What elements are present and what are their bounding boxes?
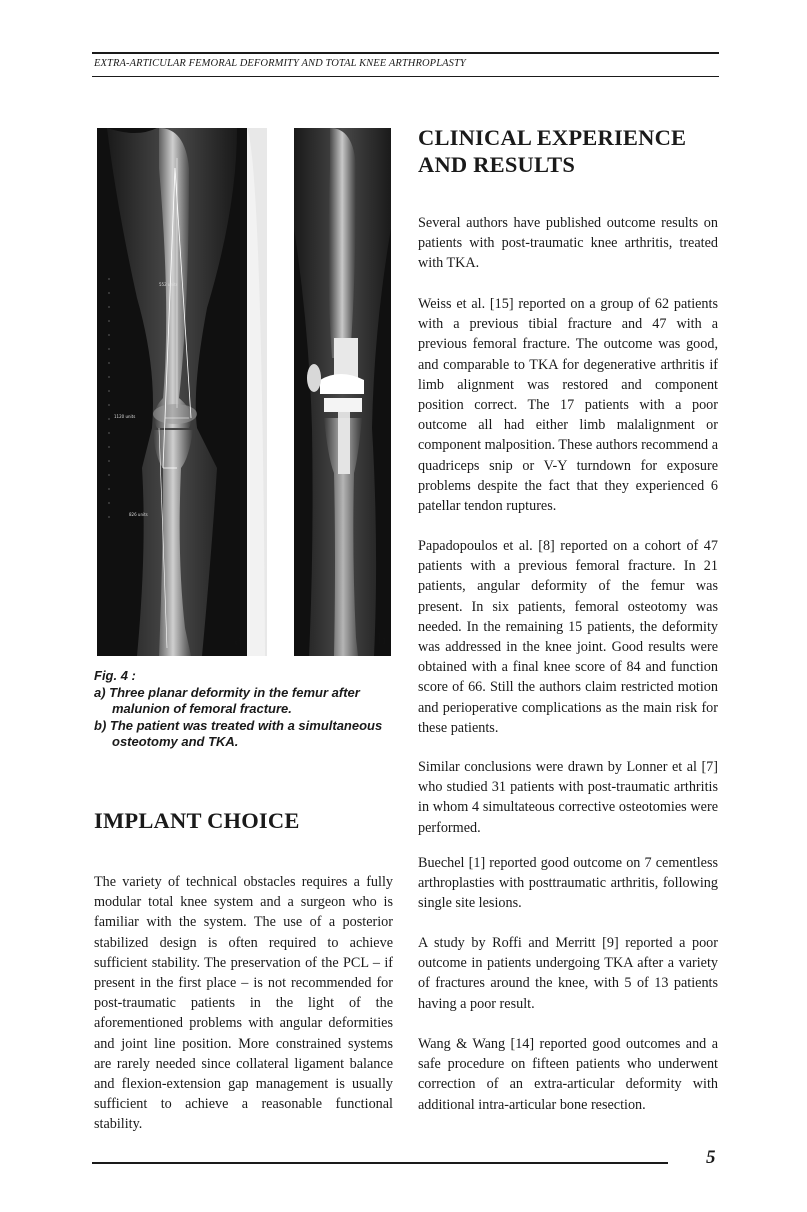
- measure-label: 552 units: [159, 282, 178, 287]
- paragraph: The variety of technical obstacles requires a fully modular total knee system and a surgeon who is familiar with the system. The use of a posterior stabilized design is often required to achieve sufficient stability. The preservation of the PCL – if present in the first place – is not recommended for post-traumatic patients in the light of the aforementioned problems with angular deformities and joint line position. More constrained systems are rarely needed since collateral ligament balance and flexion-extension gap management is usually sufficient to achieve a reasonable functional stability.: [94, 874, 393, 1133]
- running-head: EXTRA-ARTICULAR FEMORAL DEFORMITY AND TOTAL KNEE ARTHROPLASTY: [94, 58, 466, 69]
- page-number: 5: [706, 1147, 716, 1168]
- xray-image-a: [97, 128, 267, 656]
- measure-label: 1120 units: [114, 414, 136, 419]
- paragraph: Similar conclusions were drawn by Lonner et al [7] who studied 31 patients with post-traumatic arthritis in whom 4 simultateous corrective osteotomies were performed.: [418, 759, 718, 836]
- measure-label: 826 units: [129, 512, 148, 517]
- panel-label-a: a: [234, 630, 243, 649]
- paragraph: Buechel [1] reported good outcome on 7 cementless arthroplasties with posttraumatic arthritis, following single site lesions.: [418, 855, 718, 912]
- paragraph: A study by Roffi and Merritt [9] reported a poor outcome in patients undergoing TKA after a variety of fractures around the knee, with 5 of 13 patients having a poor result.: [418, 935, 718, 1012]
- section-heading-implant-choice: IMPLANT CHOICE: [94, 808, 300, 833]
- caption-item-a: a) Three planar deformity in the femur after malunion of femoral fracture.: [94, 684, 360, 716]
- caption-item-b: b) The patient was treated with a simultaneous osteotomy and TKA.: [94, 717, 383, 749]
- paragraph: Several authors have published outcome results on patients with post-traumatic knee arthritis, treated with TKA.: [418, 215, 718, 272]
- paragraph: Papadopoulos et al. [8] reported on a cohort of 47 patients with a previous femoral fracture. In 21 patients, angular deformity of the femur was present. In six patients, femoral osteotomy was needed. In the remaining 15 patients, the deformity was addressed in the knee joint. Good results were obtained with a final knee score of 84 and function score of 66. Still the authors claim restricted motion and perioperative complications as the main risk for these patients.: [418, 538, 718, 736]
- panel-label-b: b: [377, 630, 387, 649]
- paragraph: Wang & Wang [14] reported good outcomes and a safe procedure on fifteen patients who underwent correction of an extra-articular deformity with additional intra-articular bone resection.: [418, 1036, 718, 1113]
- xray-image-b: [294, 128, 391, 656]
- top-rule: [92, 52, 719, 54]
- top-rule-thin: [92, 76, 719, 77]
- paragraph: Weiss et al. [15] reported on a group of 62 patients with a previous tibial fracture and 47 with a previous femoral fracture. The outcome was good, and comparable to TKA for degenerative arthritis if limb alignment was restored and component position correct. The 17 patients with a poor outcome all had either limb malalignment or component malposition. These authors recommend a quadriceps snip or V-Y turndown for exposure problems despite the fact that they experienced 6 patellar tendon ruptures.: [418, 296, 718, 515]
- figure-caption: [94, 668, 404, 751]
- section-heading-clinical-experience: CLINICAL EXPERIENCE AND RESULTS: [418, 125, 687, 177]
- bottom-rule: [92, 1162, 668, 1164]
- caption-title: Fig. 4 :: [94, 668, 136, 683]
